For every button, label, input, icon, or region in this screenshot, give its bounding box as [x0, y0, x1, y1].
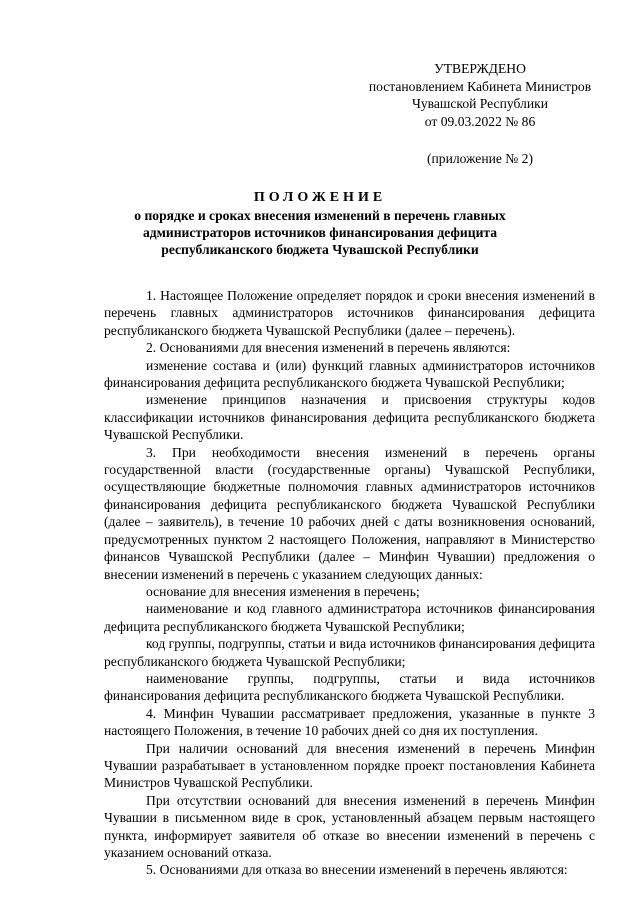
paragraph: 2. Основаниями для внесения изменений в перечень являются: [146, 340, 511, 356]
paragraph: наименование группы, подгруппы, статьи и вида источников финансирования дефицита республиканского бюджета Чувашской Республики. [104, 670, 595, 704]
paragraph: изменение принципов назначения и присвоения структуры кодов классификации источников финансирования дефицита республиканского бюджета Чувашской Республики. [104, 392, 595, 443]
paragraph: изменение состава и (или) функций главных администраторов источников финансирования дефицита республиканского бюджета Чувашской Республики; [104, 357, 595, 391]
document-title-block [100, 189, 540, 259]
paragraph: При наличии оснований для внесения изменений в перечень Минфин Чувашии разрабатывает в установленном порядке проект постановления Кабинета Министров Чувашской Республики. [104, 740, 595, 791]
paragraph: При отсутствии оснований для внесения изменений в перечень Минфин Чувашии в письменном виде в срок, установленный абзацем первым настоящего пункта, информирует заявителя об отказе во внесении изменений в перечень с указанием оснований отказа. [104, 792, 595, 860]
document-title: ПОЛОЖЕНИЕ [253, 190, 387, 205]
approval-issuer: постановлением Кабинета Министров [368, 78, 592, 94]
approval-heading: УТВЕРЖДЕНО [434, 61, 526, 76]
paragraph: 5. Основаниями для отказа во внесении изменений в перечень являются: [146, 862, 568, 878]
paragraph: код группы, подгруппы, статьи и вида источников финансирования дефицита республиканского бюджета Чувашской Республики; [104, 636, 595, 669]
annex-note: (приложение № 2) [426, 151, 534, 166]
paragraph: 3. При необходимости внесения изменений в перечень органы государственной власти (государственные органы) Чувашской Республики, осуществляющие бюджетные полномочия главных администраторов источников финансирования дефицита республиканского бюджета Чувашской Республики (далее – заявитель), в течение 10 рабочих дней с даты возникновения оснований, предусмотренных пунктом 2 настоящего Положения, направляют в Министерство финансов Чувашской Республики (далее – Минфин Чувашии) предложения о внесении изменений в перечень с указанием следующих данных: [104, 444, 595, 582]
approval-stamp [362, 60, 598, 168]
paragraph: основание для внесения изменения в перечень; [146, 583, 420, 599]
paragraph: 1. Настоящее Положение определяет порядок и сроки внесения изменений в перечень главных администраторов источников финансирования дефицита республиканского бюджета Чувашской Республики (далее – перечень). [104, 288, 595, 338]
document-body [104, 287, 595, 879]
paragraph: 4. Минфин Чувашии рассматривает предложения, указанные в пункте 3 настоящего Положения, в течение 10 рабочих дней со дня их поступления. [104, 705, 595, 739]
paragraph: наименование и код главного администратора источников финансирования дефицита республиканского бюджета Чувашской Республики; [104, 601, 595, 634]
document-subtitle: о порядке и сроках внесения изменений в перечень главных администраторов источников финансирования дефицита республиканского бюджета Чувашской Республики [134, 208, 506, 258]
approval-date-number: от 09.03.2022 № 86 [424, 113, 536, 129]
approval-republic: Чувашской Республики [412, 96, 548, 111]
